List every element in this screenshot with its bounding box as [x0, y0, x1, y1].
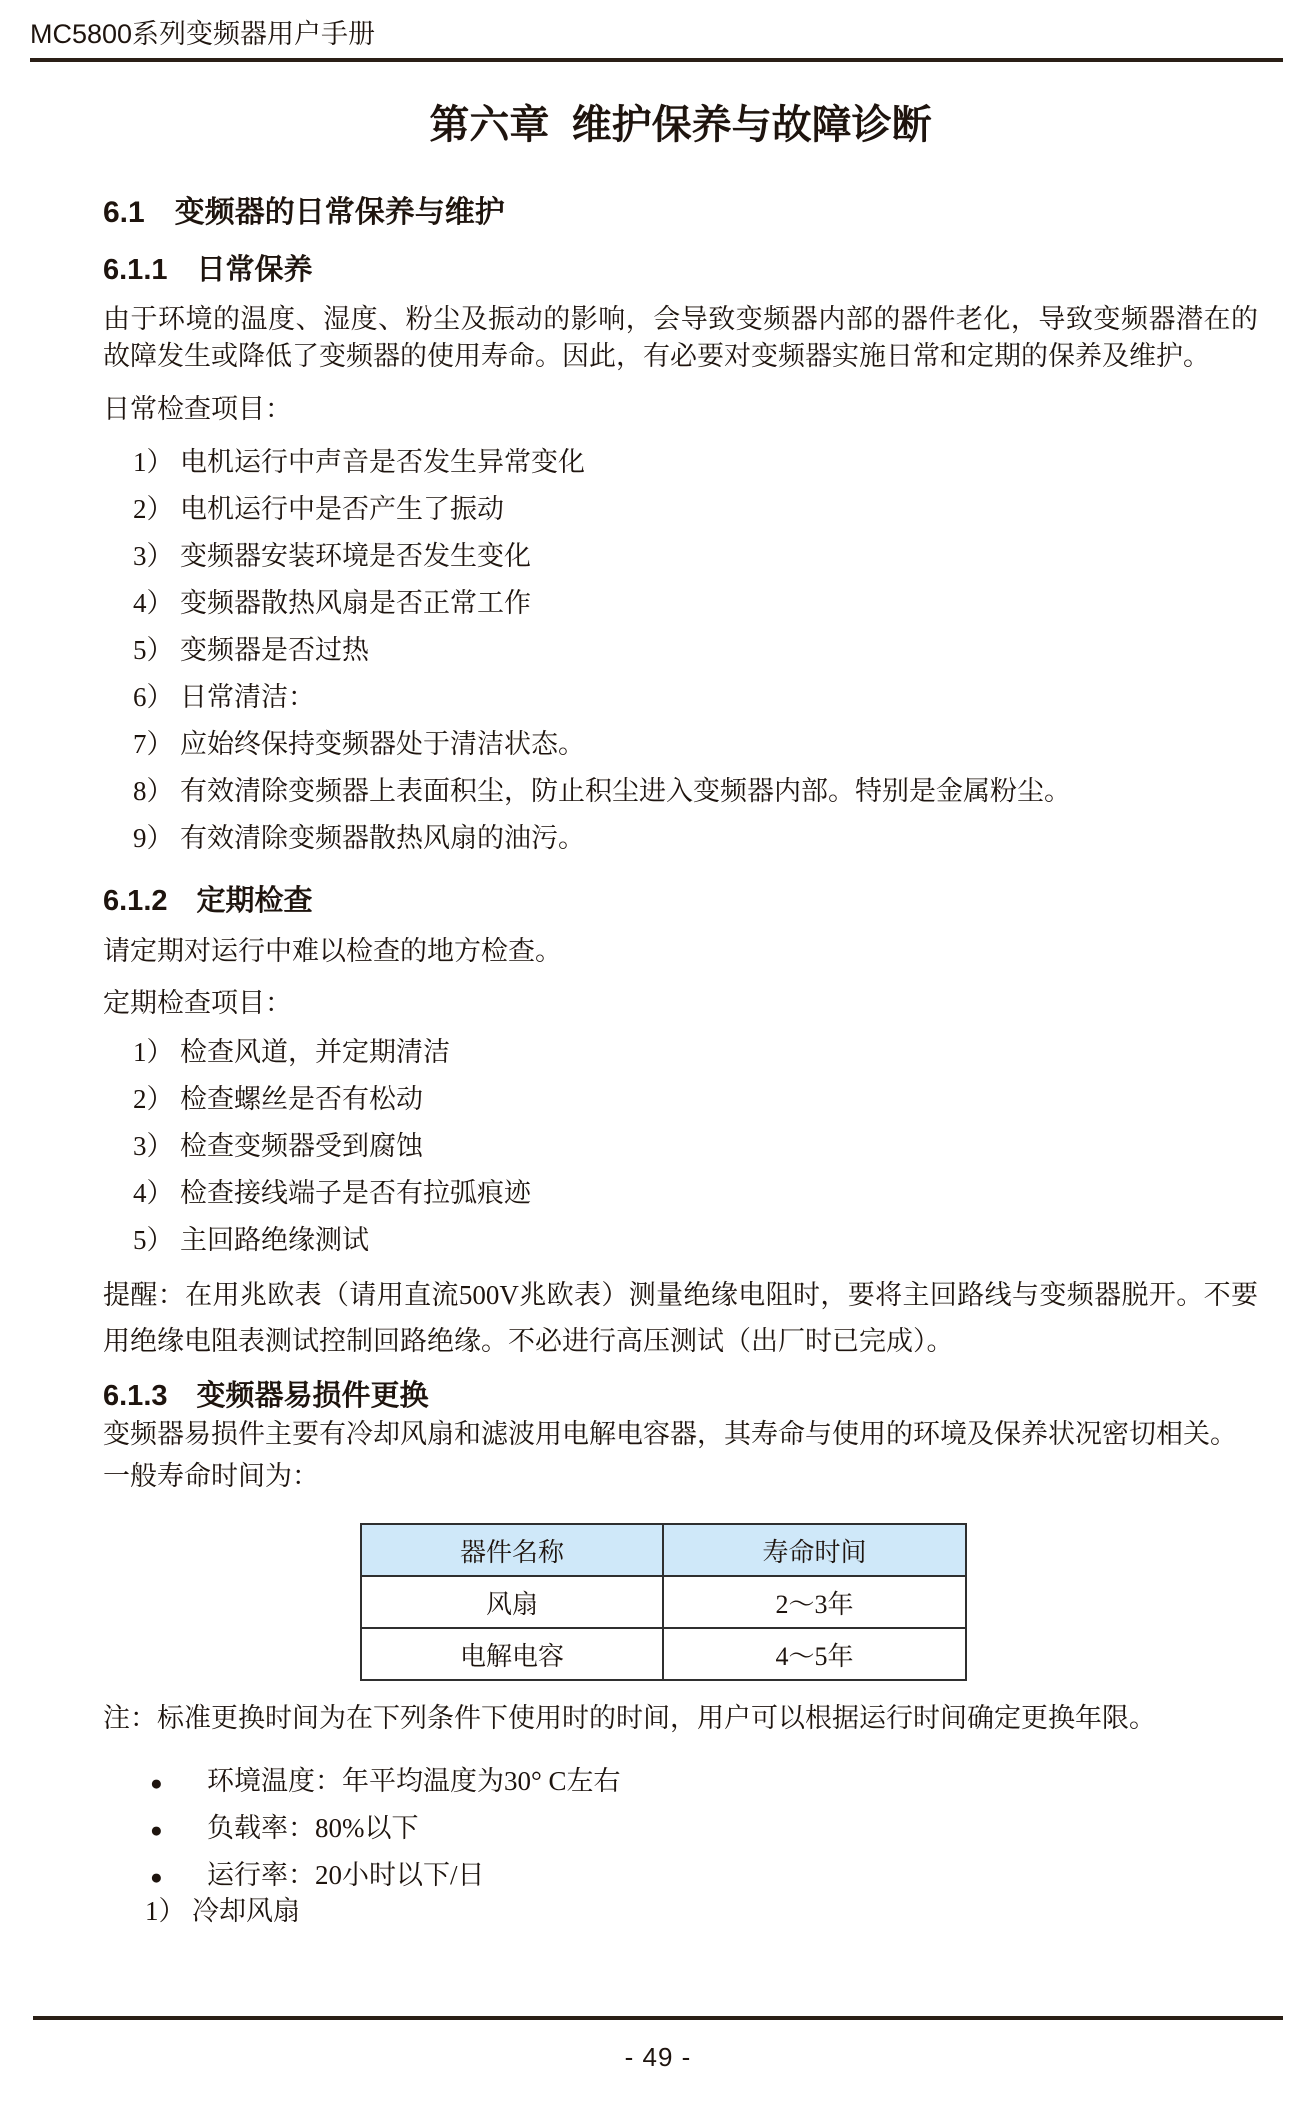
list-item-text: 有效清除变频器散热风扇的油污。 — [180, 823, 585, 853]
document-footer — [33, 2016, 1283, 2073]
daily-check-list — [103, 446, 1258, 855]
list-item-text: 变频器是否过热 — [180, 635, 369, 665]
list-item-text: 日常清洁： — [180, 682, 315, 712]
list-item-number: 5） — [133, 1225, 174, 1255]
list-item-text: 电机运行中声音是否发生异常变化 — [180, 447, 585, 477]
checklist-item — [133, 681, 1258, 714]
checklist-item — [133, 1083, 1258, 1116]
list-item-number: 9） — [133, 823, 174, 853]
section-6-1-1-title: 6.1.1 日常保养 — [103, 254, 313, 286]
list-item-number: 2） — [133, 494, 174, 524]
document-header — [30, 16, 1283, 62]
table-cell-part-name: 风扇 — [362, 1575, 662, 1627]
table-cell-lifetime: 2～3年 — [662, 1575, 965, 1627]
table-header-lifetime: 寿命时间 — [662, 1525, 965, 1575]
replacement-time-note: 注：标准更换时间为在下列条件下使用时的时间，用户可以根据运行时间确定更换年限。 — [103, 1703, 1156, 1733]
chapter-title: 第六章 维护保养与故障诊断 — [429, 103, 932, 147]
list-item-text: 冷却风扇 — [192, 1896, 300, 1926]
table-header-part-name: 器件名称 — [362, 1525, 662, 1575]
section-6-1-2-title: 6.1.2 定期检查 — [103, 885, 313, 917]
list-item-text: 检查变频器受到腐蚀 — [180, 1131, 423, 1161]
list-item-text: 主回路绝缘测试 — [180, 1225, 369, 1255]
lifetime-table — [360, 1523, 967, 1681]
bullet-icon: ● — [150, 1865, 163, 1889]
list-item-number: 8） — [133, 776, 174, 806]
section-6-1-title: 6.1 变频器的日常保养与维护 — [103, 196, 505, 229]
list-item-text: 有效清除变频器上表面积尘，防止积尘进入变频器内部。特别是金属粉尘。 — [180, 776, 1071, 806]
page-number: - 49 - — [624, 2042, 692, 2072]
list-item-number: 3） — [133, 541, 174, 571]
condition-text: 运行率：20小时以下/日 — [207, 1860, 485, 1890]
condition-item — [150, 1765, 1258, 1800]
list-item-number: 1） — [133, 1037, 174, 1067]
bullet-icon: ● — [150, 1771, 163, 1795]
checklist-item — [133, 1177, 1258, 1210]
checklist-item — [133, 775, 1258, 808]
condition-item — [150, 1812, 1258, 1847]
list-item-number: 5） — [133, 635, 174, 665]
list-item-number: 1） — [133, 447, 174, 477]
usage-condition-list — [103, 1765, 1258, 1894]
periodic-check-intro: 请定期对运行中难以检查的地方检查。 — [103, 936, 562, 966]
table-cell-lifetime: 4～5年 — [662, 1627, 965, 1679]
lifetime-intro-label: 一般寿命时间为： — [103, 1461, 319, 1491]
list-item-text: 应始终保持变频器处于清洁状态。 — [180, 729, 585, 759]
list-item-number: 7） — [133, 729, 174, 759]
list-item-text: 变频器散热风扇是否正常工作 — [180, 588, 531, 618]
cooling-fan-item — [103, 1895, 1258, 1928]
checklist-item — [133, 1130, 1258, 1163]
list-item-text: 变频器安装环境是否发生变化 — [180, 541, 531, 571]
daily-maintenance-intro: 由于环境的温度、湿度、粉尘及振动的影响，会导致变频器内部的器件老化，导致变频器潜在的故障发生或降低了变频器的使用寿命。因此，有必要对变频器实施日常和定期的保养及维护。 — [103, 304, 1258, 371]
list-item-text: 检查风道，并定期清洁 — [180, 1037, 450, 1067]
manual-title: MC5800系列变频器用户手册 — [30, 19, 376, 49]
condition-item — [150, 1859, 1258, 1894]
periodic-check-list — [103, 1036, 1258, 1257]
megger-reminder-note: 提醒：在用兆欧表（请用直流500V兆欧表）测量绝缘电阻时，要将主回路线与变频器脱开。不要用绝缘电阻表测试控制回路绝缘。不必进行高压测试（出厂时已完成）。 — [103, 1280, 1258, 1356]
list-item-number: 4） — [133, 1178, 174, 1208]
checklist-item — [133, 493, 1258, 526]
checklist-item — [133, 822, 1258, 855]
table-cell-part-name: 电解电容 — [362, 1627, 662, 1679]
checklist-item — [133, 634, 1258, 667]
checklist-item — [133, 1224, 1258, 1257]
list-item-text: 电机运行中是否产生了振动 — [180, 494, 504, 524]
condition-text: 负载率：80%以下 — [207, 1813, 419, 1843]
section-6-1-3-title: 6.1.3 变频器易损件更换 — [103, 1380, 429, 1412]
condition-text: 环境温度：年平均温度为30° C左右 — [207, 1766, 621, 1796]
checklist-item — [133, 540, 1258, 573]
daily-check-list-label: 日常检查项目： — [103, 394, 292, 424]
list-item-number: 4） — [133, 588, 174, 618]
wearing-parts-intro: 变频器易损件主要有冷却风扇和滤波用电解电容器，其寿命与使用的环境及保养状况密切相关。 — [103, 1419, 1237, 1449]
checklist-item — [133, 728, 1258, 761]
checklist-item — [133, 587, 1258, 620]
checklist-item — [133, 1036, 1258, 1069]
list-item-number: 2） — [133, 1084, 174, 1114]
list-item-number: 6） — [133, 682, 174, 712]
bullet-icon: ● — [150, 1818, 163, 1842]
list-item-text: 检查接线端子是否有拉弧痕迹 — [180, 1178, 531, 1208]
list-item-text: 检查螺丝是否有松动 — [180, 1084, 423, 1114]
checklist-item — [133, 446, 1258, 479]
page-content — [0, 100, 1308, 1928]
periodic-check-list-label: 定期检查项目： — [103, 988, 292, 1018]
list-item-number: 3） — [133, 1131, 174, 1161]
list-item-number: 1） — [145, 1896, 186, 1926]
